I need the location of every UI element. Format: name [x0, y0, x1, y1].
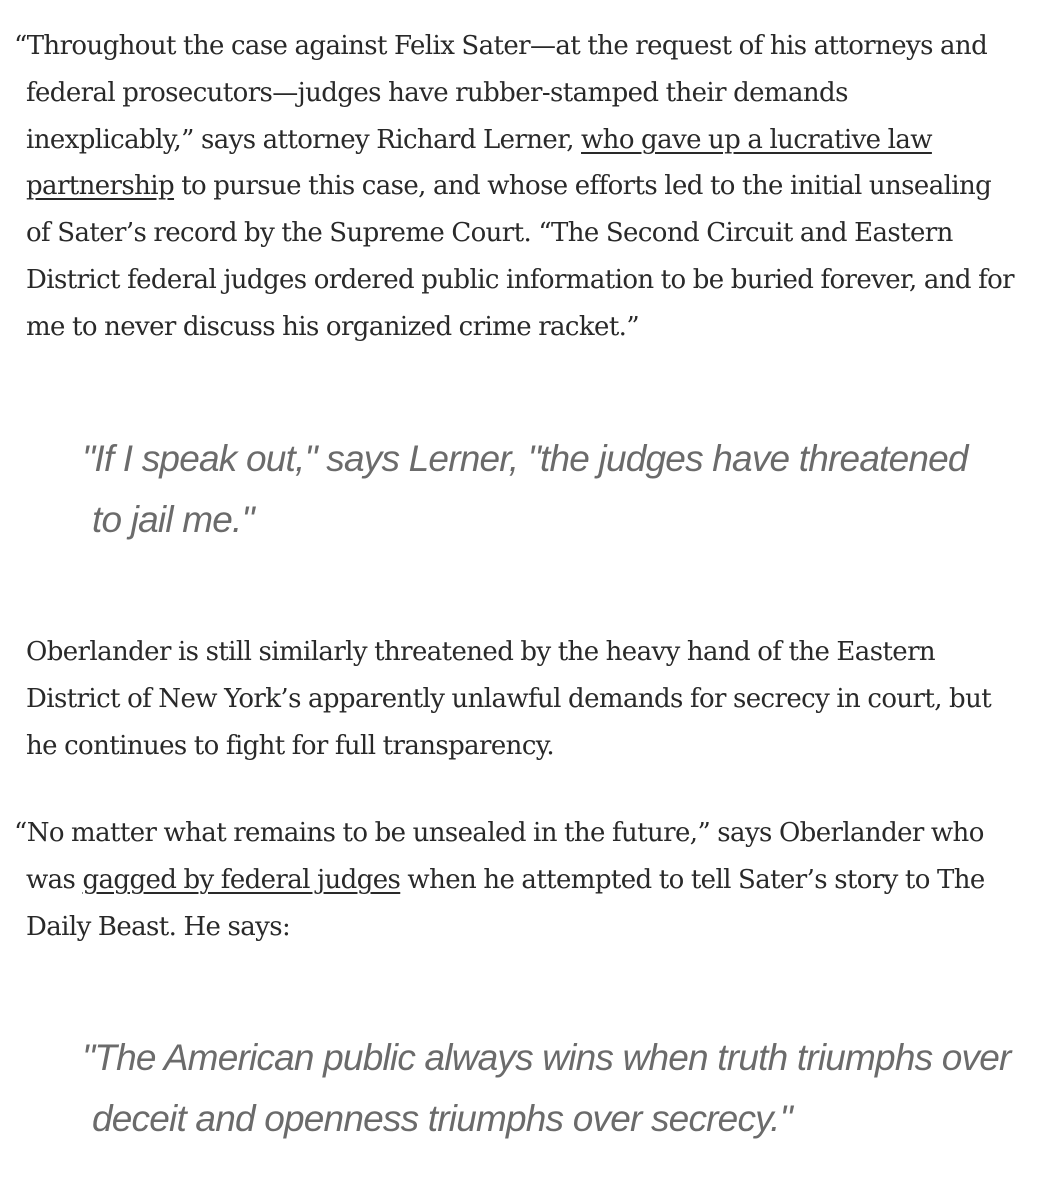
paragraph-text: “Throughout the case against Felix Sater—at the request of his attorneys and federal prosecutors—judges have rubber-stamped their demands inexplicably,” says attorney Richard Lerner, [14, 31, 988, 155]
paragraph-text: to pursue this case, and whose efforts led to the initial unsealing of Sater’s record by the Supreme Court. “The Second Circuit and Eastern District federal judges ordered public information to be buried forever, and for me to never discuss his organized crime racket.” [26, 171, 1014, 342]
paragraph-oberlander-threatened: Oberlander is still similarly threatened by the heavy hand of the Eastern District of New York’s apparently unlawful demands for secrecy in court, but he continues to fight for full transparency. [26, 637, 992, 761]
paragraph-lerner-quote [14, 23, 1016, 351]
pull-quote-lerner: "If I speak out," says Lerner, "the judges have threatened to jail me." [82, 438, 968, 540]
pull-quote-oberlander: "The American public always wins when truth triumphs over deceit and openness triumphs over secrecy." [82, 1037, 1011, 1139]
paragraph-text: when he attempted to tell Sater’s story to The Daily Beast. He says: [26, 864, 985, 942]
paragraph-oberlander-quote [14, 810, 1016, 950]
paragraph-text: “No matter what remains to be unsealed in the future,” says Oberlander who was [14, 818, 984, 895]
lucrative-partnership-link[interactable]: who gave up a lucrative law partnership [26, 124, 932, 202]
gagged-by-judges-link[interactable]: gagged by federal judges [82, 864, 401, 895]
